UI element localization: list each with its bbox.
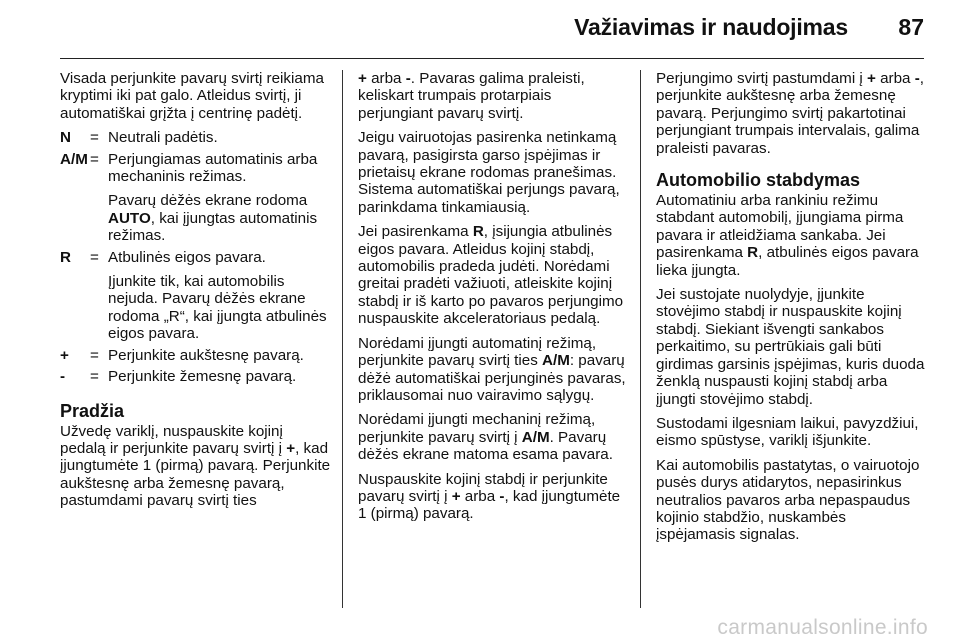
column-3 bbox=[656, 70, 926, 551]
paragraph bbox=[358, 471, 626, 523]
paragraph: Sustodami ilgesniam laikui, pavyzdžiui, eismo spūstyse, variklį išjunkite. bbox=[656, 414, 919, 450]
text-span: arba bbox=[366, 70, 406, 87]
text-span: Perjungimo svirtį pastumdami į bbox=[656, 70, 868, 87]
def-desc-text: Neutrali padėtis. bbox=[108, 129, 218, 147]
gear-definitions bbox=[60, 129, 332, 385]
bold-span: + bbox=[358, 70, 367, 87]
bold-span: - bbox=[499, 487, 505, 505]
def-desc bbox=[108, 249, 332, 343]
section-heading-braking: Automobilio stabdymas bbox=[656, 170, 861, 191]
def-desc-text: Perjunkite žemesnę pavarą. bbox=[108, 368, 297, 386]
paragraph bbox=[358, 411, 626, 463]
text-span: Nuspauskite kojinį stabdį ir perjunkite pavarų svirtį į bbox=[358, 470, 608, 505]
text-span: , kad įjungtumėte 1 (pirmą) pavarą. bbox=[358, 487, 621, 523]
def-term: + bbox=[60, 346, 69, 364]
text-span: Užvedę variklį, nuspauskite kojinį pedalą ir perjunkite pavarų svirtį į bbox=[60, 422, 287, 457]
definition-row-n bbox=[60, 129, 332, 146]
def-eq: = bbox=[90, 150, 99, 168]
paragraph bbox=[656, 192, 926, 279]
definition-row-am bbox=[60, 151, 332, 245]
def-desc-text: Perjunkite aukštesnę pavarą. bbox=[108, 346, 304, 364]
def-eq: = bbox=[90, 248, 99, 266]
column-divider-2 bbox=[640, 70, 641, 608]
def-desc-extra bbox=[108, 192, 332, 244]
def-term: N bbox=[60, 129, 71, 147]
def-term: A/M bbox=[60, 150, 88, 168]
text-span: , atbulinės eigos pavara lieka įjungta. bbox=[656, 244, 919, 279]
paragraph: Jeigu vairuotojas pasirenka netinkamą pavarą, pasigirsta garso įspėjimas ir prietaisų ekrane rodomas pranešimas. Sistema automatiškai perjungs pavarą, parinkdama tinkamiausią. bbox=[358, 129, 620, 216]
text-span: Automatiniu arba rankiniu režimu stabdant automobilį, įjungiama pirma pavara ir atleidžiama sankaba. Jei pasirenkama bbox=[656, 192, 904, 262]
text-span: . Pavaras galima praleisti, keliskart trumpais protarpiais perjungiant pavarų svirtį. bbox=[358, 70, 585, 122]
text-span: : pavarų dėžė automatiškai perjunginės pavaras, priklausomai nuo vairavimo sąlygų. bbox=[358, 352, 626, 404]
def-desc bbox=[108, 347, 332, 364]
def-desc bbox=[108, 368, 332, 385]
def-eq: = bbox=[90, 129, 99, 147]
text-span: Norėdami įjungti mechaninį režimą, perjunkite pavarų svirtį į bbox=[358, 411, 596, 446]
bold-span: A/M bbox=[542, 352, 570, 370]
text-span: . Pavarų dėžės ekrane matoma esama pavara. bbox=[358, 428, 613, 464]
page-header bbox=[0, 0, 960, 58]
def-desc bbox=[108, 151, 332, 245]
header-rule bbox=[60, 58, 924, 59]
bold-span: - bbox=[914, 70, 920, 87]
bold-span: + bbox=[867, 70, 876, 87]
column-2 bbox=[358, 70, 626, 530]
text-span: Norėdami įjungti automatinį režimą, perjunkite pavarų svirtį ties bbox=[358, 334, 597, 370]
paragraph: Jei sustojate nuolydyje, įjunkite stovėjimo stabdį ir nuspauskite kojinį stabdį. Siekiant išvengti sankabos perkaitimo, su pertrūkiais gali būti girdimas garsinis įspėjimas, kuris duoda ženklą nuspausti kojinį stabdį arba įjungti stovėjimo stabdį. bbox=[656, 286, 925, 408]
def-term: R bbox=[60, 248, 71, 266]
bold-span: R bbox=[472, 223, 484, 241]
text-span: Pavarų dėžės ekrane rodoma bbox=[108, 192, 308, 210]
text-span: , kai įjungtas automatinis režimas. bbox=[108, 209, 318, 245]
intro-paragraph: Visada perjunkite pavarų svirtį reikiama kryptimi iki pat galo. Atleidus svirtį, ji automatiškai grįžta į centrinę padėtį. bbox=[60, 70, 324, 122]
section-heading-start: Pradžia bbox=[60, 400, 125, 421]
def-eq: = bbox=[90, 368, 99, 386]
def-desc-text: Perjungiamas automatinis arba mechaninis režimas. bbox=[108, 150, 318, 186]
paragraph bbox=[656, 70, 926, 157]
text-span: arba bbox=[875, 70, 915, 87]
bold-span: - bbox=[405, 70, 411, 87]
def-desc bbox=[108, 129, 332, 146]
def-term: - bbox=[60, 368, 66, 386]
definition-row-plus bbox=[60, 347, 332, 364]
definition-row-r bbox=[60, 249, 332, 343]
watermark: carmanualsonline.info bbox=[717, 616, 928, 639]
page-title: Važiavimas ir naudojimas bbox=[574, 14, 848, 40]
paragraph: Kai automobilis pastatytas, o vairuotojo pusės durys atidarytos, nepasirinkus neutralios pavaros arba nepaspaudus kojinio stabdžio, nuskambės įspėjamasis signalas. bbox=[656, 456, 920, 544]
bold-span: A/M bbox=[521, 428, 550, 446]
def-desc-extra: Įjunkite tik, kai automobilis nejuda. Pavarų dėžės ekrane rodoma „R“, kai įjungta atbulinės eigos pavara. bbox=[108, 273, 327, 343]
bold-span: R bbox=[747, 244, 759, 262]
bold-span: AUTO bbox=[108, 209, 151, 227]
text-span: , perjunkite aukštesnę arba žemesnę pavarą. Perjungimo svirtį pakartotinai perjungiant trumpais intervalais, galima praleisti pavaras. bbox=[656, 70, 925, 157]
paragraph bbox=[358, 70, 626, 122]
definition-row-minus bbox=[60, 368, 332, 385]
text-span: Jei pasirenkama bbox=[358, 223, 473, 241]
bold-span: + bbox=[451, 487, 461, 505]
paragraph bbox=[358, 335, 626, 405]
text-span: , įsijungia atbulinės eigos pavara. Atleidus kojinį stabdį, automobilis pradeda judėti. Norėdami greitai pradėti važiuoti, atleiskite kojinį stabdį ir iš karto po pavaros perjungimo nuspauskite akceleratoriaus pedalą. bbox=[358, 223, 624, 328]
def-eq: = bbox=[90, 346, 99, 364]
text-span: , kad įjungtumėte 1 (pirmą) pavarą. Perjunkite aukštesnę arba žemesnę pavarą, pastumdami pavarų svirtį ties bbox=[60, 439, 331, 510]
column-divider-1 bbox=[342, 70, 343, 608]
bold-span: + bbox=[286, 439, 296, 457]
page-number: 87 bbox=[898, 14, 924, 40]
paragraph bbox=[358, 223, 626, 327]
start-paragraph bbox=[60, 423, 332, 510]
column-1 bbox=[60, 70, 332, 517]
def-desc-text: Atbulinės eigos pavara. bbox=[108, 248, 266, 266]
text-span: arba bbox=[460, 487, 500, 505]
